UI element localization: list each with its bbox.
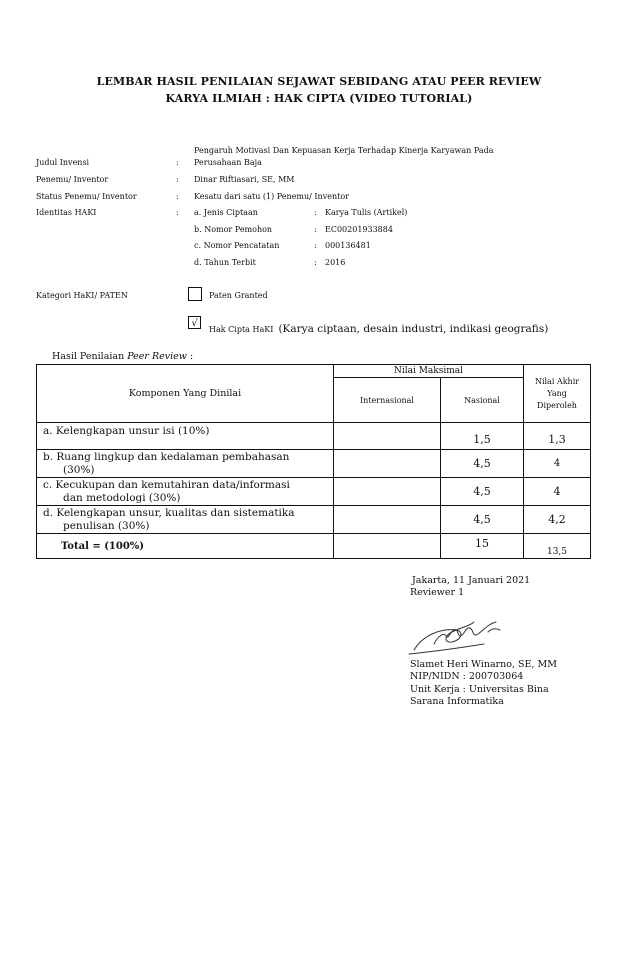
haki-item-value: 000136481 — [325, 241, 371, 250]
international-cell — [334, 423, 441, 450]
international-cell — [334, 450, 441, 478]
component-line1: c. Kecukupan dan kemutahiran data/informasi — [43, 478, 290, 491]
header-component: Komponen Yang Dinilai — [37, 365, 334, 423]
reviewer-unit-line1: Unit Kerja : Universitas Bina — [410, 684, 549, 695]
review-caption-suffix: : — [186, 351, 194, 362]
final-cell: 4,2 — [524, 506, 591, 534]
haki-item-label: d. Tahun Terbit — [194, 258, 256, 267]
status-colon: : — [176, 192, 179, 201]
component-line2: (30%) — [63, 463, 95, 476]
haki-item-value: Karya Tulis (Artikel) — [325, 208, 408, 217]
haki-item-colon: : — [314, 225, 317, 234]
penemu-colon: : — [176, 175, 179, 184]
component-cell — [37, 450, 334, 478]
review-table — [36, 364, 591, 559]
identitas-label: Identitas HAKI — [36, 208, 97, 217]
review-caption-italic: Peer Review — [127, 351, 187, 362]
identitas-colon: : — [176, 208, 179, 217]
reviewer-role: Reviewer 1 — [410, 587, 465, 598]
haki-item-label: c. Nomor Pencatatan — [194, 241, 280, 250]
signature-image — [404, 606, 514, 658]
penemu-value: Dinar Riftiasari, SE, MM — [194, 175, 295, 184]
component-line1: b. Ruang lingkup dan kedalaman pembahasan — [43, 450, 290, 463]
header-final — [524, 365, 591, 423]
hak-cipta-checkbox[interactable] — [188, 316, 201, 329]
component-line1: d. Kelengkapan unsur, kualitas dan sistematika — [43, 506, 295, 519]
haki-item-value: EC00201933884 — [325, 225, 393, 234]
reviewer-name: Slamet Heri Winarno, SE, MM — [410, 659, 557, 670]
reviewer-nip: NIP/NIDN : 200703064 — [410, 671, 524, 682]
judul-label: Judul Invensi — [36, 158, 90, 167]
header-national: Nasional — [441, 378, 524, 423]
header-final-line1: Nilai Akhir — [534, 376, 580, 386]
judul-colon: : — [176, 158, 179, 167]
hak-cipta-label — [209, 317, 548, 336]
header-international: Internasional — [334, 378, 441, 423]
component-cell — [37, 478, 334, 506]
status-value: Kesatu dari satu (1) Penemu/ Inventor — [194, 192, 349, 201]
table-header-row — [37, 365, 591, 378]
final-cell: 4 — [524, 450, 591, 478]
haki-item-value: 2016 — [325, 258, 346, 267]
review-caption — [52, 351, 193, 362]
component-line2: dan metodologi (30%) — [63, 491, 181, 504]
national-cell: 4,5 — [441, 450, 524, 478]
header-max: Nilai Maksimal — [334, 365, 524, 378]
status-label: Status Penemu/ Inventor — [36, 192, 137, 201]
haki-item-label: a. Jenis Ciptaan — [194, 208, 258, 217]
judul-value-line1: Pengaruh Motivasi Dan Kepuasan Kerja Terhadap Kinerja Karyawan Pada — [194, 146, 494, 155]
national-cell: 4,5 — [441, 478, 524, 506]
hak-cipta-prefix: Hak Cipta HaKI — [209, 325, 274, 334]
national-cell: 4,5 — [441, 506, 524, 534]
judul-value-line2: Perusahaan Baja — [194, 158, 262, 167]
total-row — [37, 534, 591, 559]
haki-item-colon: : — [314, 208, 317, 217]
table-row — [37, 423, 591, 450]
international-cell — [334, 478, 441, 506]
penemu-label: Penemu/ Inventor — [36, 175, 109, 184]
total-national: 15 — [441, 534, 524, 559]
reviewer-unit-line2: Sarana Informatika — [410, 696, 504, 707]
header-final-line3: Diperoleh — [537, 400, 577, 410]
paten-granted-checkbox[interactable] — [188, 287, 202, 301]
haki-item-label: b. Nomor Pemohon — [194, 225, 273, 234]
international-cell — [334, 506, 441, 534]
component-cell — [37, 423, 334, 450]
table-row — [37, 506, 591, 534]
haki-item-colon: : — [314, 241, 317, 250]
hak-cipta-detail: (Karya ciptaan, desain industri, indikasi geografis) — [278, 323, 549, 335]
component-line1: a. Kelengkapan unsur isi (10%) — [43, 425, 210, 437]
total-final: 13,5 — [524, 534, 591, 559]
total-international — [334, 534, 441, 559]
header-final-line2: Yang — [547, 388, 567, 398]
final-cell: 4 — [524, 478, 591, 506]
document-title-line2: KARYA ILMIAH : HAK CIPTA (VIDEO TUTORIAL) — [165, 92, 473, 105]
review-caption-prefix: Hasil Penilaian — [52, 351, 128, 362]
haki-item-colon: : — [314, 258, 317, 267]
national-cell: 1,5 — [441, 423, 524, 450]
place-date: Jakarta, 11 Januari 2021 — [412, 575, 531, 586]
kategori-label: Kategori HaKI/ PATEN — [36, 291, 128, 300]
table-row — [37, 478, 591, 506]
paten-granted-label: Paten Granted — [209, 291, 268, 300]
document-title-line1: LEMBAR HASIL PENILAIAN SEJAWAT SEBIDANG ATAU PEER REVIEW — [96, 75, 542, 88]
component-cell — [37, 506, 334, 534]
component-line2: penulisan (30%) — [63, 519, 150, 532]
final-cell: 1,3 — [524, 423, 591, 450]
checkmark-icon: √ — [191, 318, 198, 329]
total-label: Total = (100%) — [37, 534, 334, 559]
table-row — [37, 450, 591, 478]
